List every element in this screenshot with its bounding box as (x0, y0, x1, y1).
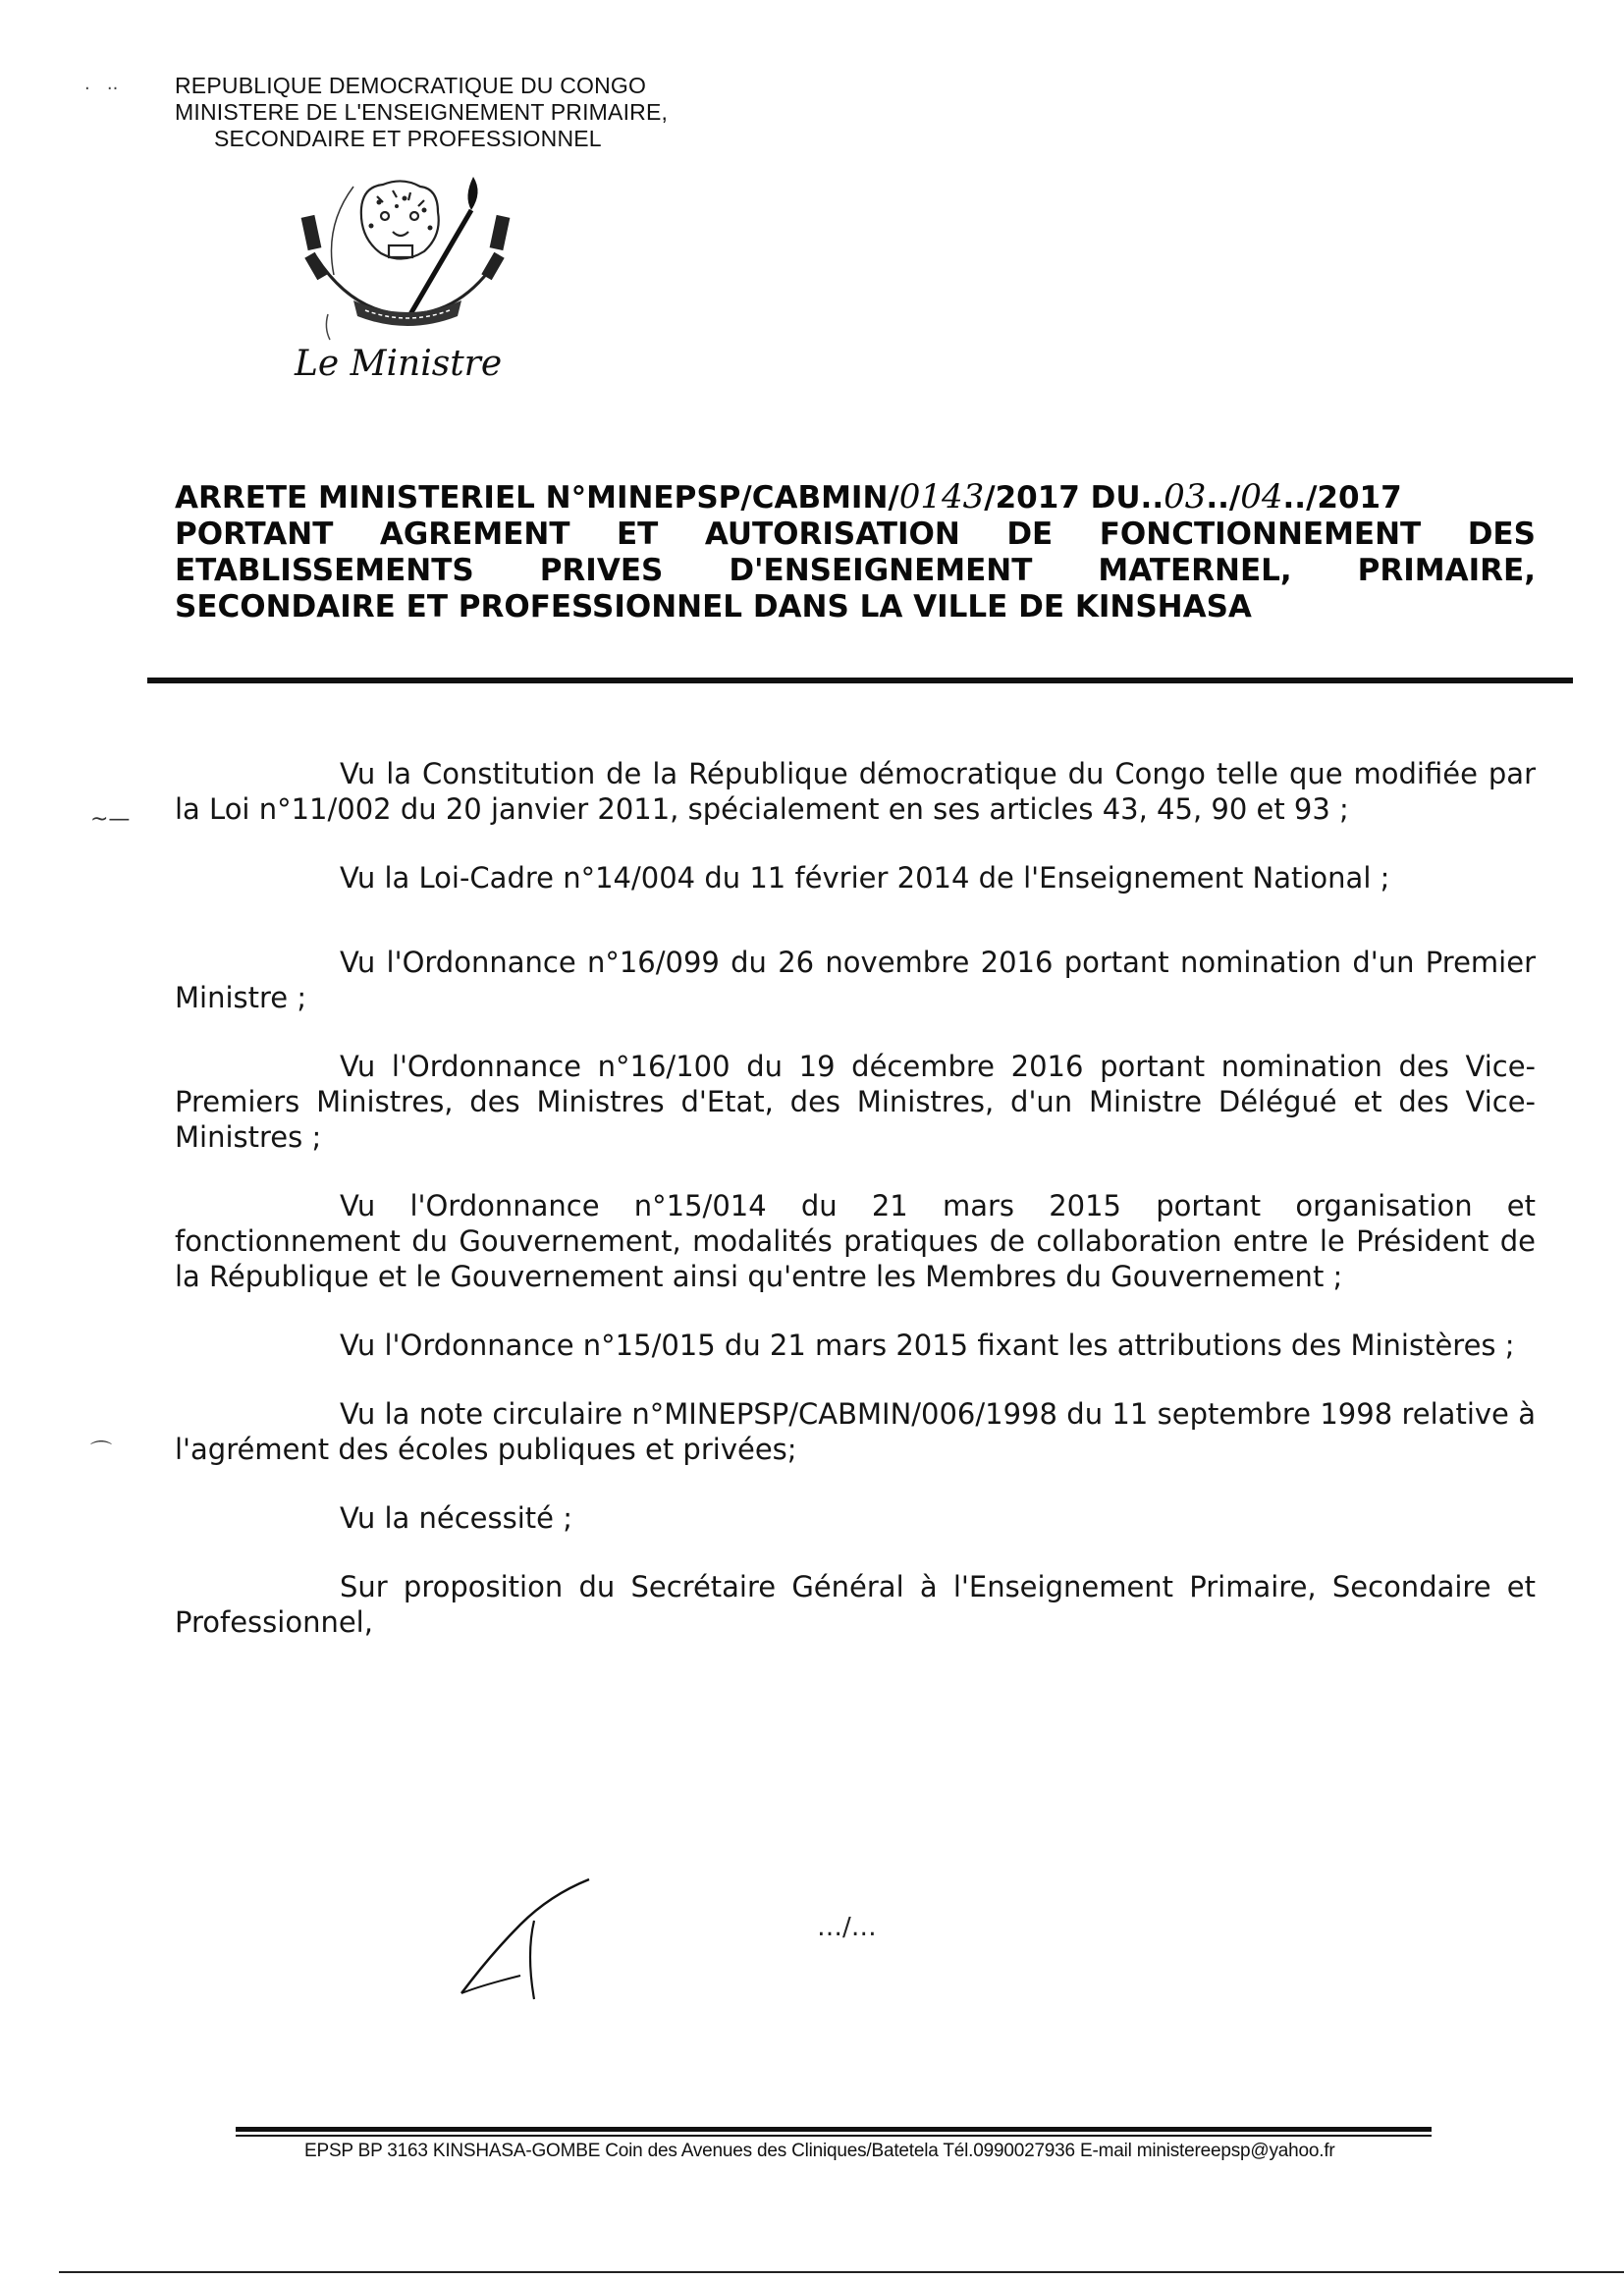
decree-title-line1 (175, 479, 1536, 516)
margin-tick-mark: ⌒ (90, 1440, 113, 1465)
title-word: PRIVES (539, 553, 664, 588)
drc-coat-of-arms-icon (295, 167, 520, 344)
preamble-paragraph: Sur proposition du Secrétaire Général à l'Enseignement Primaire, Secondaire et Professionnel, (175, 1570, 1536, 1639)
footer-divider-thin (236, 2135, 1432, 2137)
handwritten-initial-signature (452, 1875, 609, 2003)
letterhead-ministry: MINISTERE DE L'ENSEIGNEMENT PRIMAIRE, (175, 99, 669, 125)
letterhead-ministry-cont: SECONDAIRE ET PROFESSIONNEL (214, 126, 602, 151)
preamble-paragraph: Vu l'Ordonnance n°15/014 du 21 mars 2015 portant organisation et fonctionnement du Gouvernement, modalités pratiques de collaboration entre le Président de la République et le Gouvernement ainsi qu'entre les Membres du Gouvernement ; (175, 1189, 1536, 1293)
title-word: ET (616, 516, 659, 552)
preamble-paragraph: Vu l'Ordonnance n°16/100 du 19 décembre 2016 portant nomination des Vice-Premiers Ministres, des Ministres d'Etat, des Ministres, d'un Ministre Délégué et des Vice-Ministres ; (175, 1050, 1536, 1154)
decree-date-sep: ../ (1206, 480, 1241, 516)
decree-number-handwritten: 0143 (898, 477, 985, 516)
margin-tick-mark: ~— (90, 807, 131, 832)
continuation-mark: …/… (817, 1913, 877, 1942)
title-divider (147, 678, 1573, 683)
footer-divider-thick (236, 2127, 1432, 2132)
title-word: D'ENSEIGNEMENT (729, 553, 1033, 588)
decree-year-du: /2017 DU.. (984, 480, 1164, 516)
title-word: DE (1006, 516, 1054, 552)
footer-contact: EPSP BP 3163 KINSHASA-GOMBE Coin des Avenues des Cliniques/Batetela Tél.0990027936 E-mail ministereepsp@yahoo.fr (304, 2141, 1335, 2161)
title-word: AGREMENT (379, 516, 570, 552)
decree-title (175, 479, 1536, 625)
decree-title-line4 (175, 589, 1536, 625)
decree-preamble (175, 756, 1536, 1673)
preamble-paragraph: Vu la Loi-Cadre n°14/004 du 11 février 2014 de l'Enseignement National ; (340, 861, 1390, 895)
minister-title: Le Ministre (295, 344, 503, 384)
preamble-paragraph: Vu la nécessité ; (340, 1501, 572, 1535)
decree-month-handwritten: 04 (1240, 477, 1283, 516)
letterhead-country: REPUBLIQUE DEMOCRATIQUE DU CONGO (175, 73, 647, 98)
title-word: MATERNEL, (1098, 553, 1292, 588)
decree-year-end: ../2017 (1282, 480, 1402, 516)
scan-marks: · ·· (84, 79, 119, 99)
title-word: PRIMAIRE, (1357, 553, 1536, 588)
title-word: AUTORISATION (704, 516, 960, 552)
decree-number-prefix: ARRETE MINISTERIEL N°MINEPSP/CABMIN/ (175, 480, 899, 516)
decree-day-handwritten: 03 (1164, 477, 1207, 516)
title-word: ETABLISSEMENTS (175, 553, 474, 588)
page-bottom-edge (59, 2271, 1624, 2273)
preamble-paragraph: Vu la Constitution de la République démocratique du Congo telle que modifiée par la Loi n°11/002 du 20 janvier 2011, spécialement en ses articles 43, 45, 90 et 93 ; (175, 757, 1536, 826)
title-word: FONCTIONNEMENT (1099, 516, 1422, 552)
decree-title-line2 (175, 516, 1536, 553)
letterhead (175, 73, 668, 152)
preamble-paragraph: Vu l'Ordonnance n°16/099 du 26 novembre 2016 portant nomination d'un Premier Ministre ; (175, 946, 1536, 1014)
title-word: DES (1467, 516, 1536, 552)
title-word: PORTANT (175, 516, 334, 552)
decree-title-line3 (175, 553, 1536, 589)
title-line: SECONDAIRE ET PROFESSIONNEL DANS LA VILLE DE KINSHASA (175, 589, 1252, 624)
preamble-paragraph: Vu l'Ordonnance n°15/015 du 21 mars 2015 fixant les attributions des Ministères ; (340, 1329, 1515, 1362)
preamble-paragraph: Vu la note circulaire n°MINEPSP/CABMIN/006/1998 du 11 septembre 1998 relative à l'agrément des écoles publiques et privées; (175, 1397, 1536, 1466)
